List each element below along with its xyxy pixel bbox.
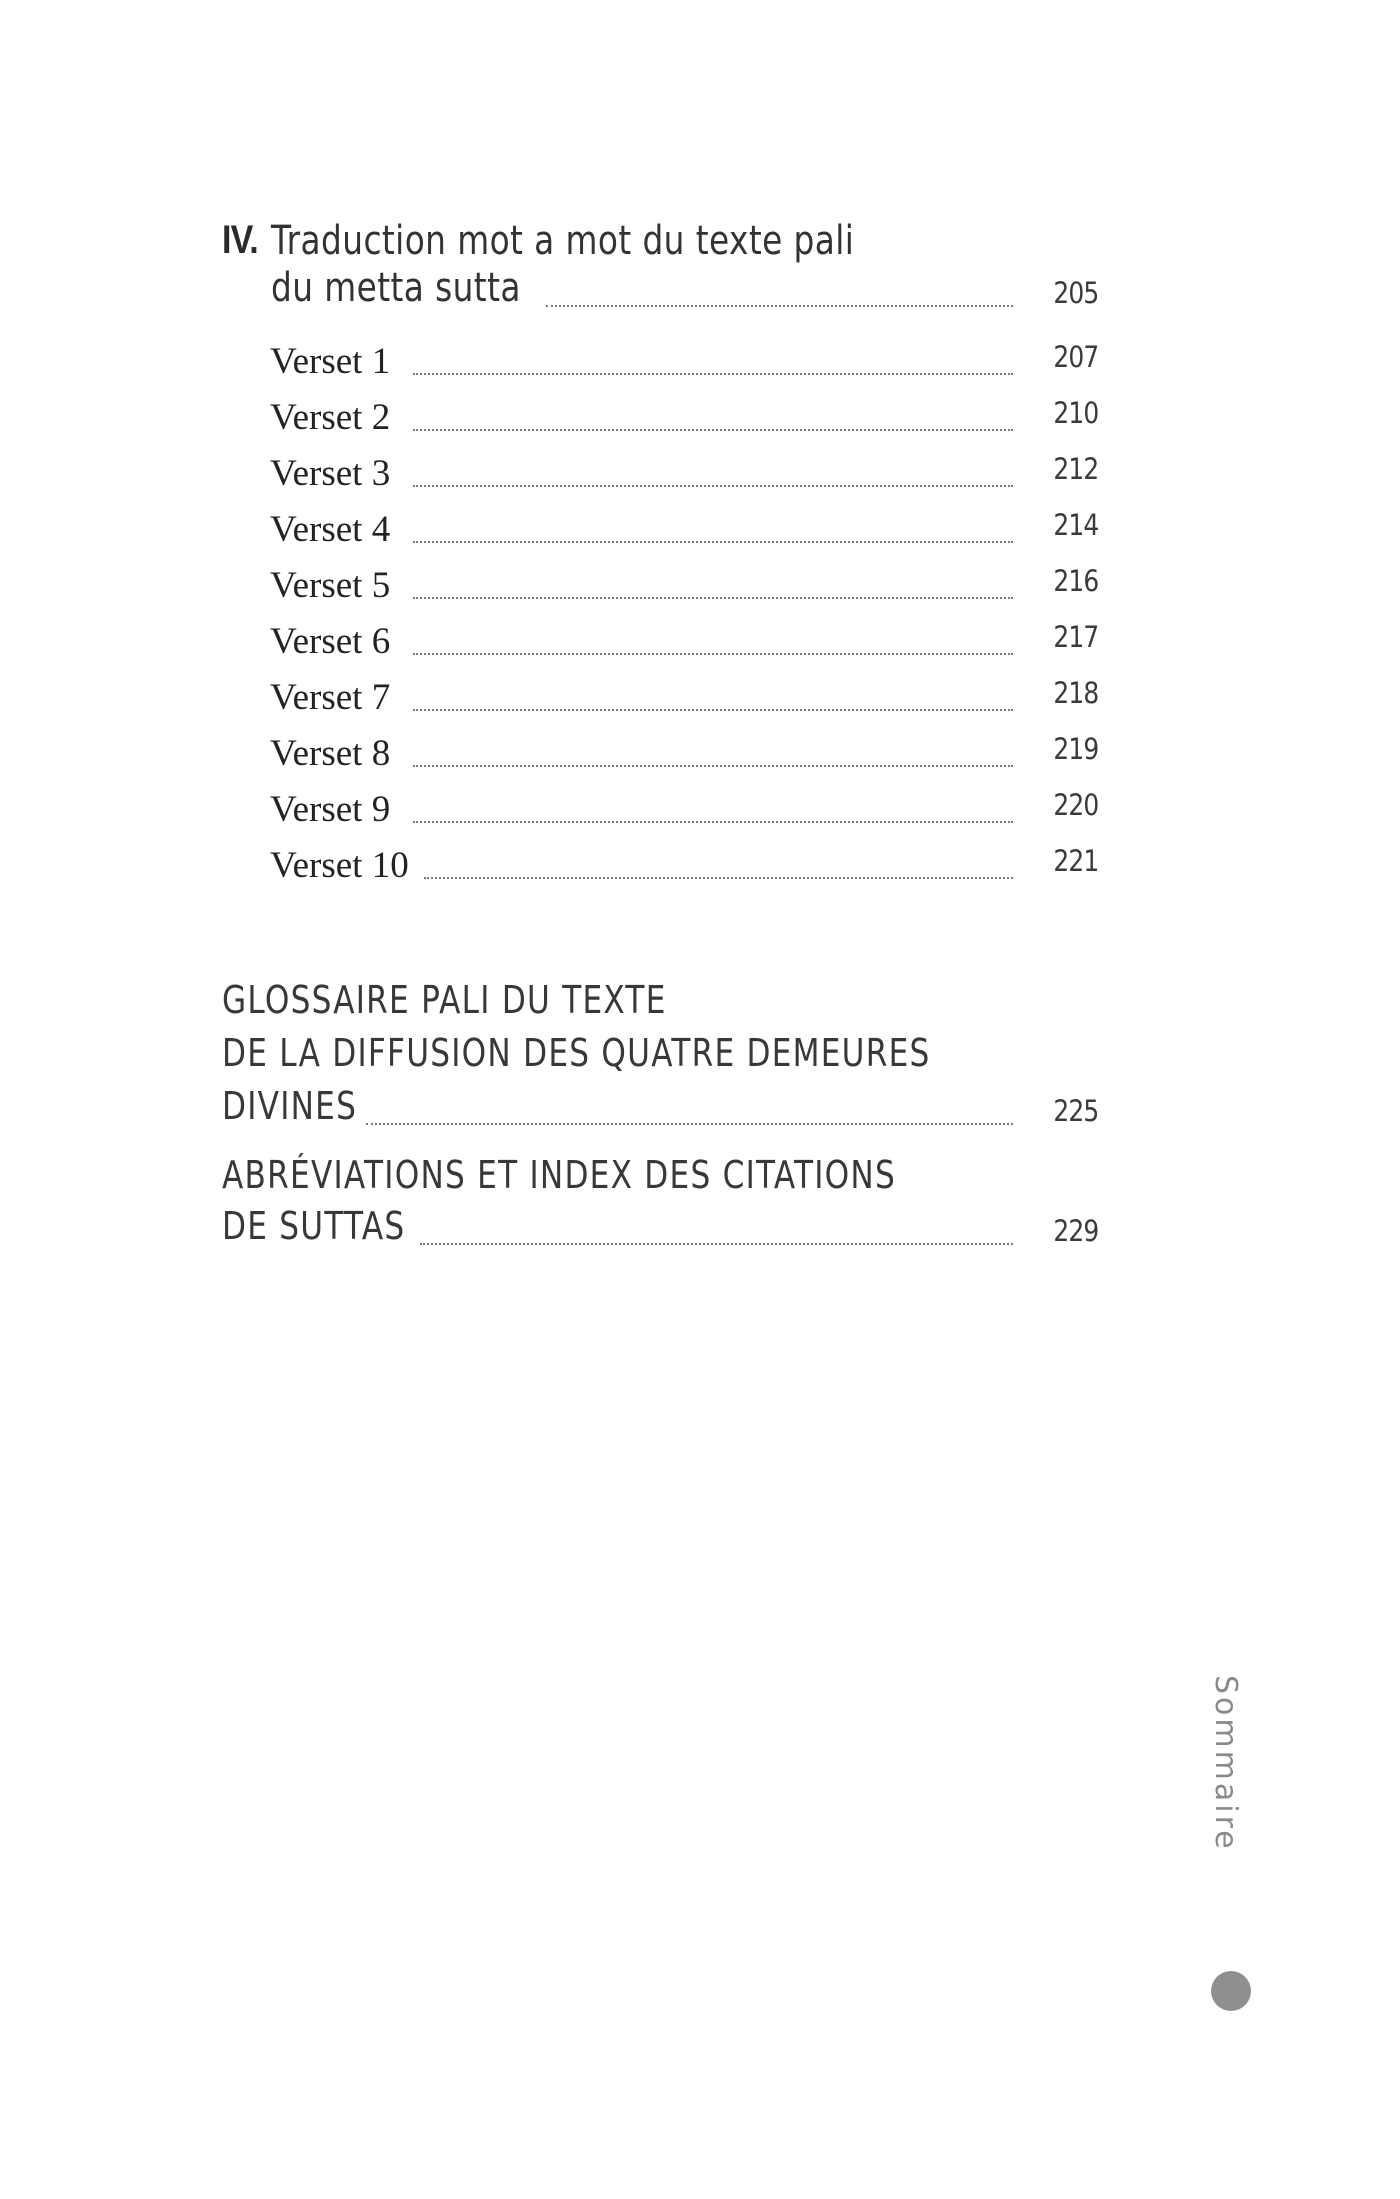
toc-entry-verset-7[interactable] xyxy=(0,676,1400,736)
glossaire-line1 xyxy=(222,978,764,1022)
dot-leader xyxy=(366,1123,1013,1125)
page-number: 205 xyxy=(1052,276,1098,310)
dot-leader xyxy=(546,305,1013,307)
toc-entry-abreviations[interactable] xyxy=(0,1204,1400,1264)
page-number: 229 xyxy=(1052,1214,1098,1248)
page-number: 207 xyxy=(1052,340,1098,374)
toc-entry-verset-8[interactable] xyxy=(0,732,1400,792)
dot-leader xyxy=(424,877,1013,879)
abreviations-line1 xyxy=(222,1153,1044,1197)
dot-leader xyxy=(413,709,1013,711)
toc-entry-verset-5[interactable] xyxy=(0,564,1400,624)
page-number: 216 xyxy=(1052,564,1098,598)
page-dot-icon xyxy=(1211,1971,1251,2011)
page-number: 218 xyxy=(1052,676,1098,710)
section-title-line2: du metta sutta xyxy=(271,265,521,311)
page-number: 225 xyxy=(1052,1094,1098,1128)
toc-entry-verset-9[interactable] xyxy=(0,788,1400,848)
section-title-text: Traduction mot a mot du texte pali xyxy=(271,218,855,264)
toc-entry-verset-2[interactable] xyxy=(0,396,1400,456)
verset-label: Verset 2 xyxy=(270,397,391,438)
toc-entry-verset-6[interactable] xyxy=(0,620,1400,680)
toc-entry-verset-1[interactable] xyxy=(0,340,1400,400)
verset-label: Verset 1 xyxy=(270,341,391,382)
page-number: 220 xyxy=(1052,788,1098,822)
section-iv-title-line1 xyxy=(271,218,982,264)
glossaire-title-text: DE LA DIFFUSION DES QUATRE DEMEURES xyxy=(222,1031,931,1075)
toc-entry-verset-4[interactable] xyxy=(0,508,1400,568)
verset-label: Verset 3 xyxy=(270,453,391,494)
dot-leader xyxy=(413,373,1013,375)
glossaire-title-line3: DIVINES xyxy=(222,1084,358,1128)
dot-leader xyxy=(413,765,1013,767)
verset-label: Verset 8 xyxy=(270,733,391,774)
glossaire-title-text: GLOSSAIRE PALI DU TEXTE xyxy=(222,978,667,1022)
page-number: 217 xyxy=(1052,620,1098,654)
page-number: 212 xyxy=(1052,452,1098,486)
dot-leader xyxy=(413,429,1013,431)
dot-leader xyxy=(413,653,1013,655)
abreviations-title-line2: DE SUTTAS xyxy=(222,1204,406,1248)
verset-label: Verset 10 xyxy=(270,845,409,886)
glossaire-line2 xyxy=(222,1031,1086,1075)
toc-entry-glossaire[interactable] xyxy=(0,1084,1400,1144)
verset-label: Verset 6 xyxy=(270,621,391,662)
dot-leader xyxy=(413,485,1013,487)
page-number: 214 xyxy=(1052,508,1098,542)
toc-entry-section-iv[interactable] xyxy=(0,265,1400,325)
verset-label: Verset 5 xyxy=(270,565,391,606)
verset-label: Verset 4 xyxy=(270,509,391,550)
section-iv-heading xyxy=(222,218,264,263)
dot-leader xyxy=(420,1243,1013,1245)
page-number: 219 xyxy=(1052,732,1098,766)
dot-leader xyxy=(413,821,1013,823)
toc-entry-verset-3[interactable] xyxy=(0,452,1400,512)
verset-label: Verset 7 xyxy=(270,677,391,718)
dot-leader xyxy=(413,597,1013,599)
page-number: 210 xyxy=(1052,396,1098,430)
abreviations-title-text: ABRÉVIATIONS ET INDEX DES CITATIONS xyxy=(222,1153,896,1197)
section-number: IV. xyxy=(222,218,258,262)
toc-entry-verset-10[interactable] xyxy=(0,844,1400,904)
verset-label: Verset 9 xyxy=(270,789,391,830)
side-tab-label: Sommaire xyxy=(1208,1675,1243,1852)
dot-leader xyxy=(413,541,1013,543)
page-number: 221 xyxy=(1052,844,1098,878)
